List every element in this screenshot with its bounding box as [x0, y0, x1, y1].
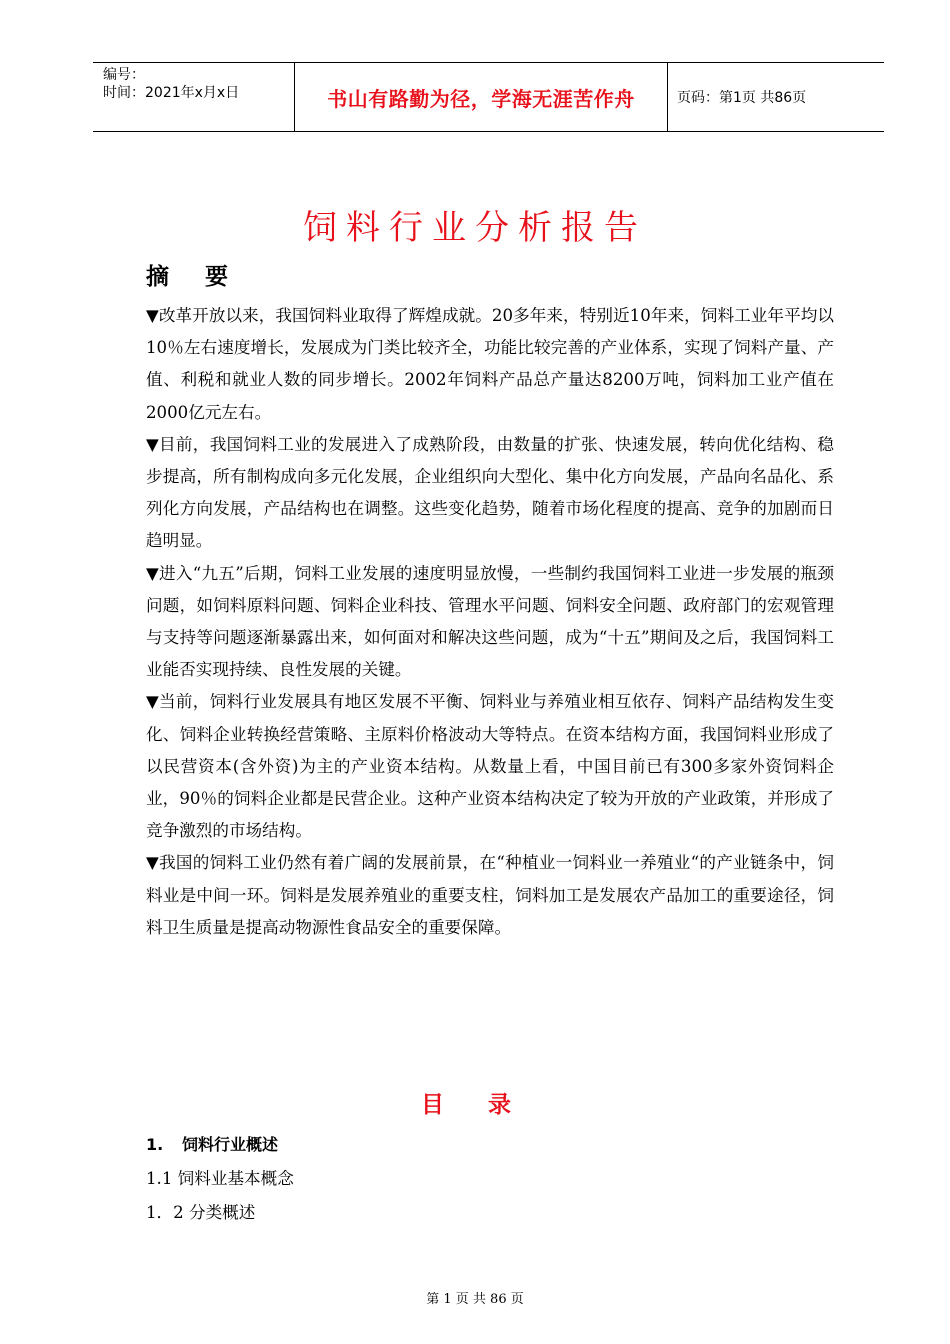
document-title: 饲料行业分析报告 [303, 208, 647, 248]
header-page-info: 页码：第1页 共86页 [677, 90, 807, 106]
page-header [93, 62, 884, 132]
abstract-paragraph: ▼改革开放以来，我国饲料业取得了辉煌成就。20多年来，特别近10年来，饲料工业年平均以10％左右速度增长，发展成为门类比较齐全，功能比较完善的产业体系，实现了饲料产量、产值、利税和就业人数的同步增长。2002年饲料产品总产量达8200万吨，饲料加工业产值在2000亿元左右。 [146, 306, 834, 422]
serial-label: 编号： [103, 67, 145, 83]
toc-item-label: 1．2 分类概述 [146, 1203, 256, 1222]
header-divider [667, 63, 668, 131]
toc-item[interactable] [146, 1199, 255, 1223]
toc-item[interactable] [146, 1165, 294, 1189]
toc-item-number: 1. [146, 1135, 164, 1154]
toc-title: 目 录 [420, 1092, 529, 1118]
abstract-paragraph: ▼进入“九五”后期，饲料工业发展的速度明显放慢，一些制约我国饲料工业进一步发展的瓶颈问题，如饲料原料问题、饲料企业科技、管理水平问题、饲料安全问题、政府部门的宏观管理与支持等问题逐渐暴露出来，如何面对和解决这些问题，成为“十五”期间及之后，我国饲料工业能否实现持续、良性发展的关键。 [146, 563, 834, 680]
header-motto: 书山有路勤为径，学海无涯苦作舟 [327, 87, 635, 111]
abstract-paragraph: ▼当前，饲料行业发展具有地区发展不平衡、饲料业与养殖业相互依存、饲料产品结构发生变化、饲料企业转换经营策略、主原料价格波动大等特点。在资本结构方面，我国饲料业形成了以民营资本(含外资)为主的产业资本结构。从数量上看，中国目前已有300多家外资饲料企业，90％的饲料企业都是民营企业。这种产业资本结构决定了较为开放的产业政策，并形成了竞争激烈的市场结构。 [146, 692, 834, 841]
toc-item[interactable] [146, 1132, 278, 1155]
toc-item-label: 饲料行业概述 [182, 1135, 279, 1154]
header-meta [103, 66, 293, 102]
toc-item-label: 1.1 饲料业基本概念 [146, 1169, 294, 1188]
abstract-body [146, 300, 834, 944]
abstract-paragraph: ▼目前，我国饲料工业的发展进入了成熟阶段，由数量的扩张、快速发展，转向优化结构、稳步提高，所有制构成向多元化发展，企业组织向大型化、集中化方向发展，产品向名品化、系列化方向发展，产品结构也在调整。这些变化趋势，随着市场化程度的提高、竞争的加剧而日趋明显。 [146, 434, 834, 551]
page-footer: 第 1 页 共 86 页 [426, 1292, 524, 1307]
abstract-heading: 摘 要 [146, 264, 243, 290]
abstract-paragraph: ▼我国的饲料工业仍然有着广阔的发展前景，在“种植业一饲料业一养殖业“的产业链条中，饲料业是中间一环。饲料是发展养殖业的重要支柱，饲料加工是发展农产品加工的重要途径，饲料卫生质量是提高动物源性食品安全的重要保障。 [146, 853, 834, 937]
time-label: 时间：2021年x月x日 [103, 85, 240, 101]
